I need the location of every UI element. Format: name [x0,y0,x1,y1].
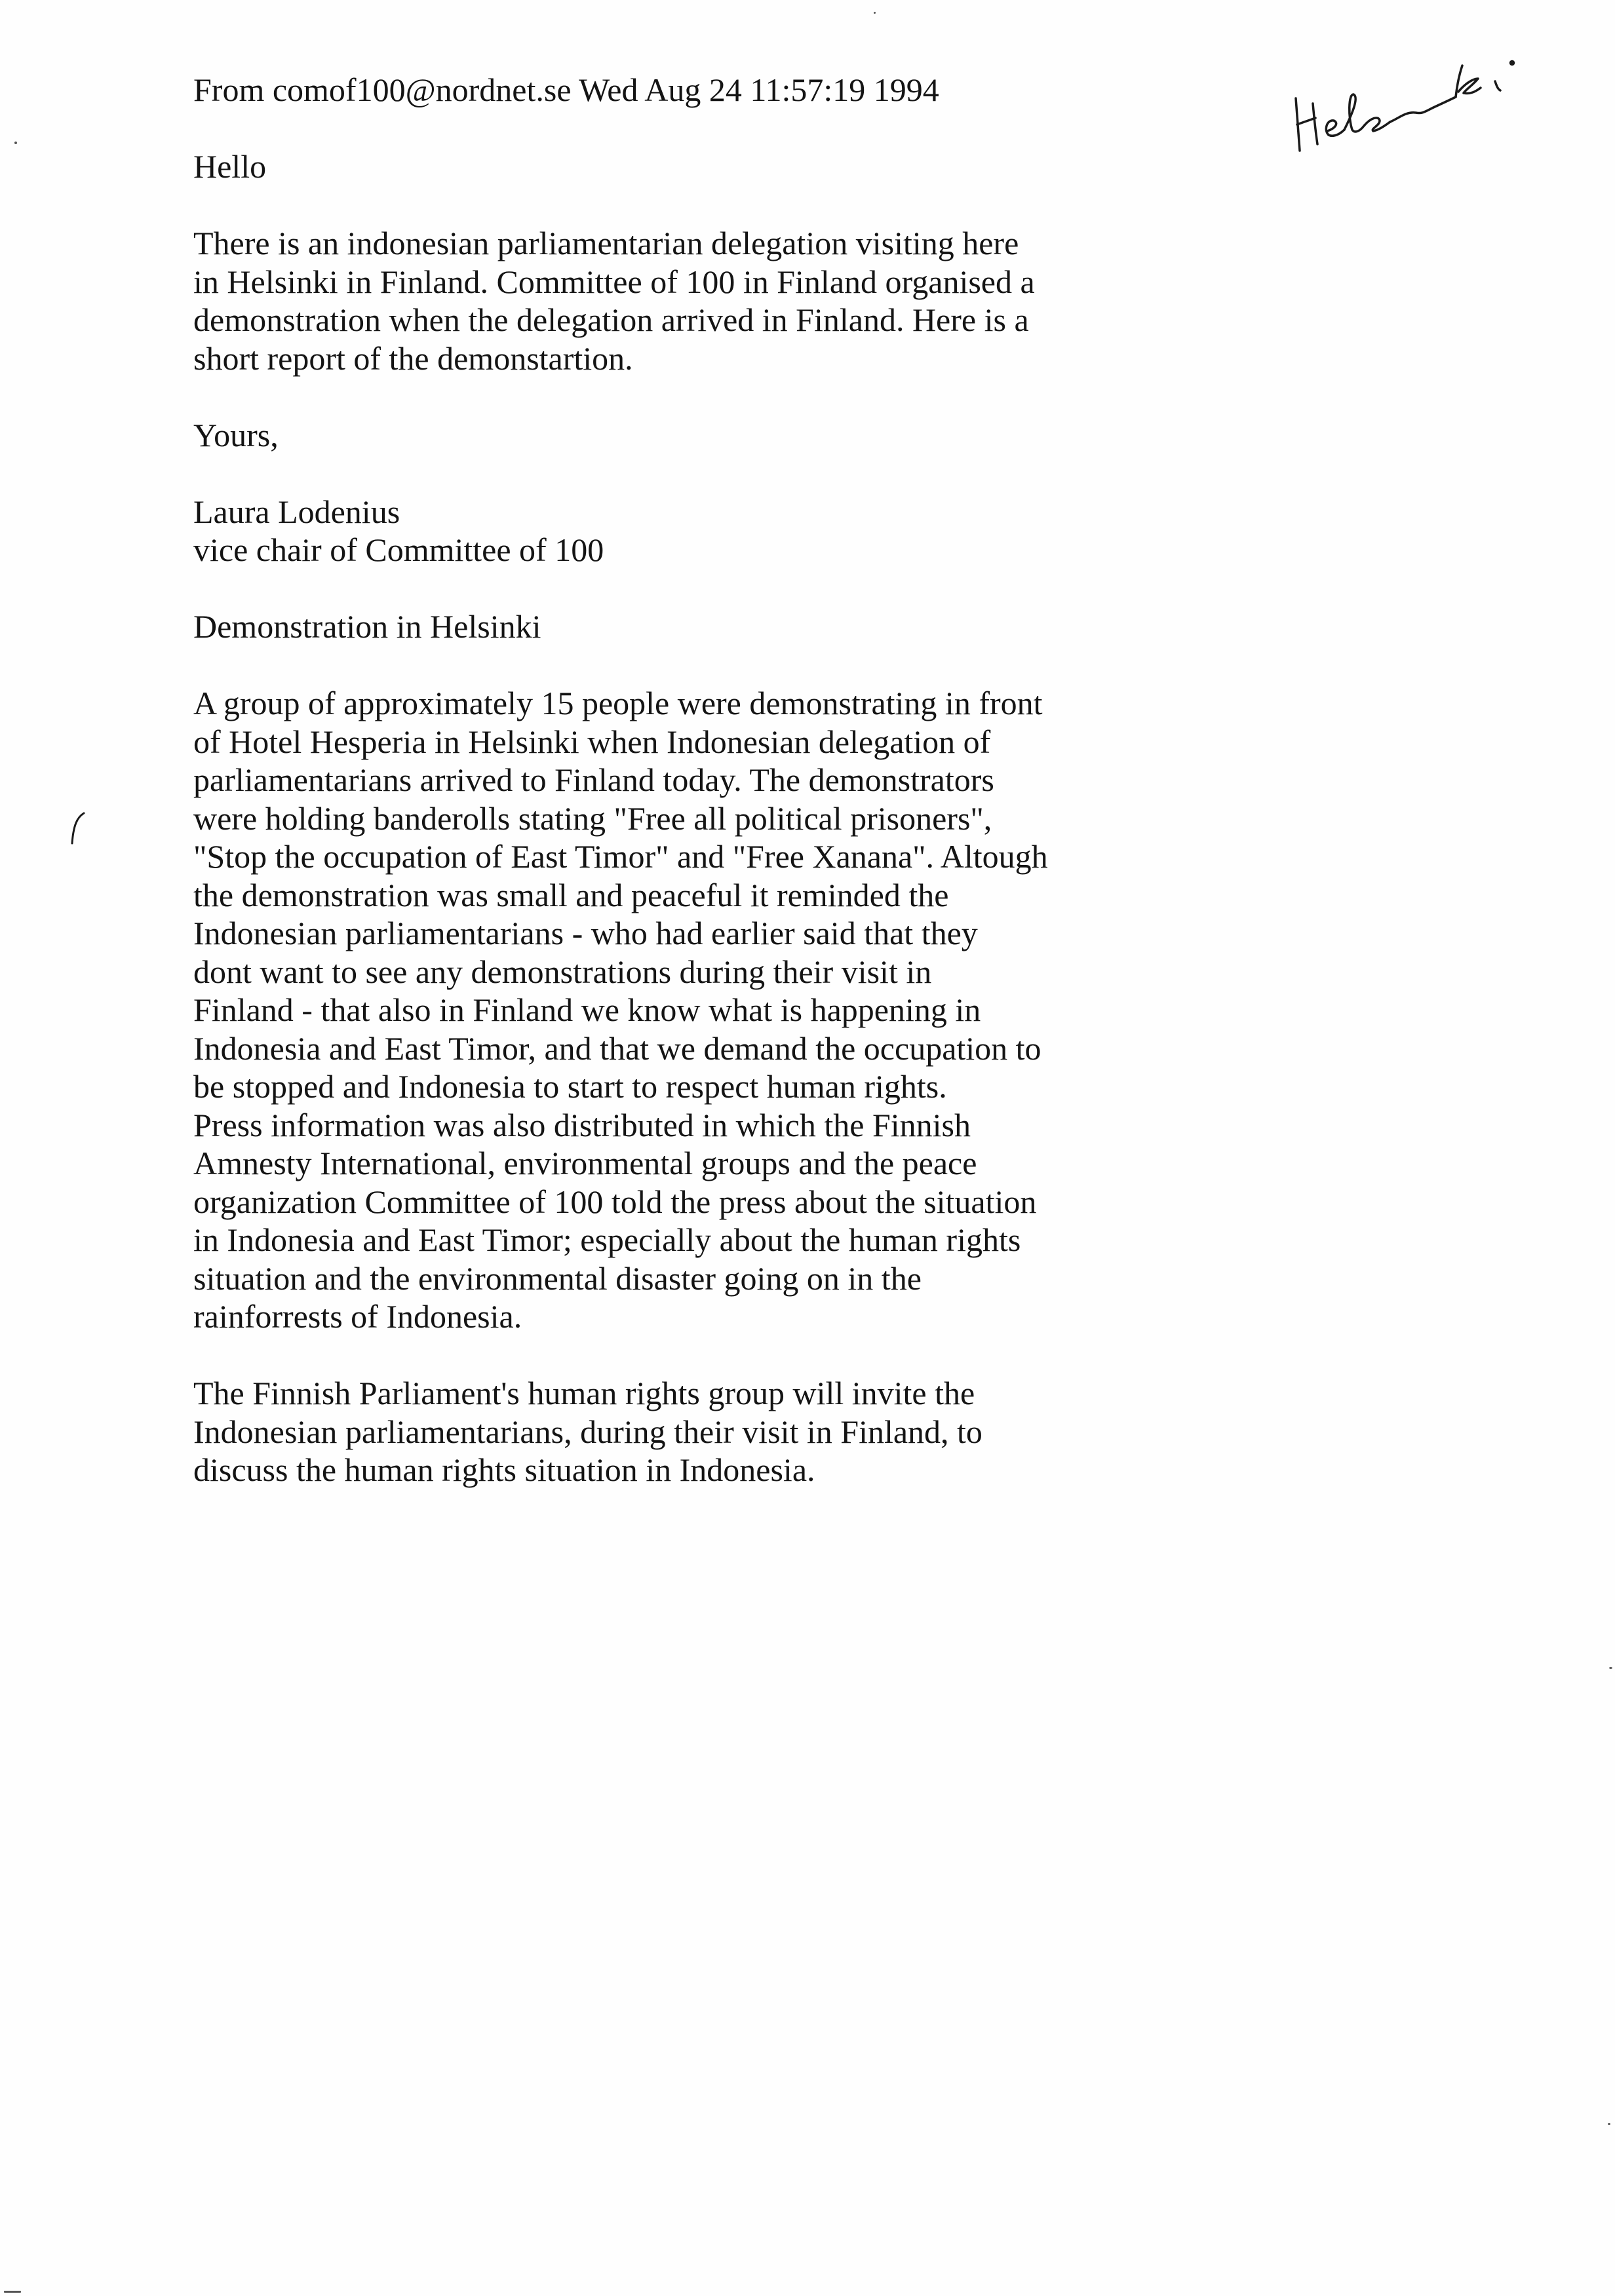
scan-speck [1609,1667,1612,1669]
signature-name: Laura Lodenius [193,493,400,530]
scan-speck [14,142,17,144]
intro-paragraph [193,224,1124,377]
letter-body [193,71,1124,1489]
report-line: Press information was also distributed in which the Finnish [193,1106,971,1143]
intro-line: short report of the demonstartion. [193,339,633,377]
report-line: of Hotel Hesperia in Helsinki when Indonesian delegation of [193,723,991,760]
report-line: Indonesian parliamentarians, during their visit in Finland, to [193,1413,983,1450]
report-line: A group of approximately 15 people were demonstrating in front [193,685,1043,721]
margin-mark [66,809,92,849]
scan-speck [1608,2123,1610,2125]
intro-line: There is an indonesian parliamentarian delegation visiting here [193,225,1019,261]
email-header-line: From comof100@nordnet.se Wed Aug 24 11:57:19 1994 [193,71,939,108]
report-line: were holding banderolls stating "Free all political prisoners", [193,799,992,837]
intro-line: in Helsinki in Finland. Committee of 100 in Finland organised a [193,263,1035,300]
report-line: the demonstration was small and peaceful it reminded the [193,876,949,913]
greeting: Hello [193,148,267,185]
closing: Yours, [193,416,279,453]
report-line: in Indonesia and East Timor; especially about the human rights [193,1221,1021,1258]
report-line: be stopped and Indonesia to start to respect human rights. [193,1068,947,1105]
report-paragraph-2 [193,1374,1124,1489]
report-line: situation and the environmental disaster going on in the [193,1259,922,1297]
report-line: Finland - that also in Finland we know what is happening in [193,991,981,1028]
report-line: Indonesian parliamentarians - who had earlier said that they [193,915,978,951]
intro-line: demonstration when the delegation arrived in Finland. Here is a [193,301,1029,338]
report-heading: Demonstration in Helsinki [193,608,541,645]
signature-block [193,493,1124,569]
report-line: Indonesia and East Timor, and that we demand the occupation to [193,1029,1041,1067]
report-line: organization Committee of 100 told the press about the situation [193,1183,1037,1220]
signature-title: vice chair of Committee of 100 [193,531,604,568]
report-line: dont want to see any demonstrations during their visit in [193,953,932,990]
handwritten-annotation [1281,26,1544,157]
scan-speck [874,12,876,14]
report-line: discuss the human rights situation in Indonesia. [193,1451,815,1488]
report-line: rainforrests of Indonesia. [193,1298,522,1335]
report-line: "Stop the occupation of East Timor" and "Free Xanana". Altough [193,838,1048,875]
report-line: parliamentarians arrived to Finland today. The demonstrators [193,761,994,798]
report-paragraph-1 [193,684,1124,1336]
report-line: Amnesty International, environmental groups and the peace [193,1145,977,1181]
scan-speck [4,2291,21,2293]
report-line: The Finnish Parliament's human rights group will invite the [193,1375,975,1411]
